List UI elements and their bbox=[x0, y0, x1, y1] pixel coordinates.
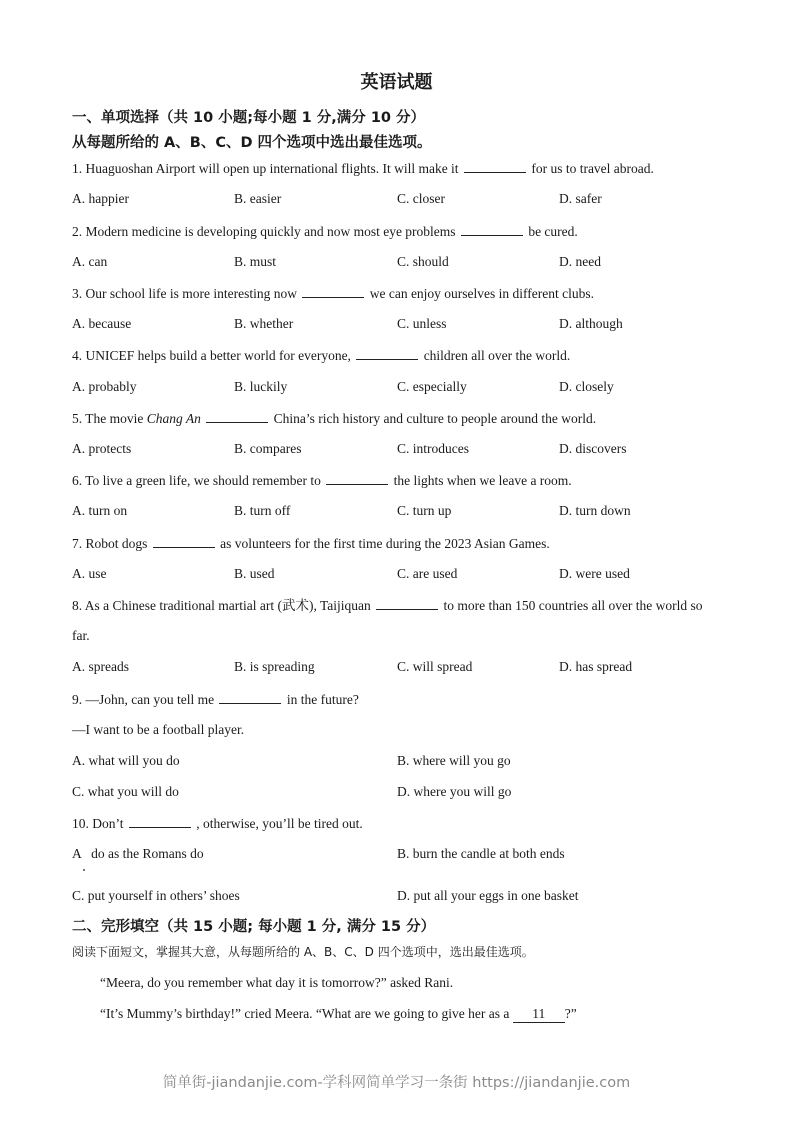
question-8: 8. As a Chinese traditional martial art (武术), Taijiquan to more than 150 countries all over the world so bbox=[72, 598, 703, 613]
option-d: D. closely bbox=[559, 379, 614, 394]
passage-paragraph-2: “It’s Mummy’s birthday!” cried Meera. “What are we going to give her as a 11 ?” bbox=[100, 1006, 577, 1021]
option-a: A do as the Romans do bbox=[72, 846, 204, 861]
question-6-options bbox=[72, 503, 732, 519]
option-b: B. is spreading bbox=[234, 659, 315, 674]
question-4-options bbox=[72, 379, 732, 395]
answer-blank bbox=[461, 223, 523, 236]
option-a: A. what will you do bbox=[72, 753, 180, 768]
question-9-reply: —I want to be a football player. bbox=[72, 722, 245, 737]
option-a: A. can bbox=[72, 254, 108, 269]
question-2-options bbox=[72, 254, 732, 270]
section2-heading: 二、完形填空（共 15 小题; 每小题 1 分, 满分 15 分） bbox=[72, 919, 436, 935]
option-b: B. where will you go bbox=[397, 753, 511, 768]
watermark-footer: 简单街-jiandanjie.com-学科网简单学习一条街 https://jiandanjie.com bbox=[162, 1075, 631, 1091]
question-7: 7. Robot dogs as volunteers for the first time during the 2023 Asian Games. bbox=[72, 536, 550, 551]
question-5: 5. The movie Chang An China’s rich history and culture to people around the world. bbox=[72, 411, 597, 426]
answer-blank bbox=[302, 285, 364, 298]
option-c: C. unless bbox=[397, 316, 447, 331]
page-title: 英语试题 bbox=[360, 72, 433, 93]
option-b: B. easier bbox=[234, 191, 282, 206]
option-c: C. especially bbox=[397, 379, 467, 394]
answer-blank bbox=[219, 691, 281, 704]
answer-blank bbox=[129, 815, 191, 828]
option-b: B. burn the candle at both ends bbox=[397, 846, 565, 861]
question-9: 9. —John, can you tell me in the future? bbox=[72, 692, 359, 707]
section2-instruction: 阅读下面短文，掌握其大意，从每题所给的 A、B、C、D 四个选项中，选出最佳选项。 bbox=[72, 945, 534, 959]
question-5-options bbox=[72, 441, 732, 457]
option-d: D. need bbox=[559, 254, 601, 269]
option-d: D. although bbox=[559, 316, 623, 331]
option-a: A. because bbox=[72, 316, 132, 331]
option-b: B. whether bbox=[234, 316, 294, 331]
question-3-options bbox=[72, 316, 732, 332]
answer-blank bbox=[206, 410, 268, 423]
question-1: 1. Huaguoshan Airport will open up international flights. It will make it for us to travel abroad. bbox=[72, 161, 654, 176]
section1-heading: 一、单项选择（共 10 小题;每小题 1 分,满分 10 分） bbox=[72, 110, 426, 126]
question-10-options-row2 bbox=[72, 888, 732, 904]
option-c: C. will spread bbox=[397, 659, 473, 674]
passage-paragraph-1: “Meera, do you remember what day it is tomorrow?” asked Rani. bbox=[100, 975, 454, 990]
question-9-options-row1 bbox=[72, 753, 732, 769]
option-d: D. has spread bbox=[559, 659, 633, 674]
option-d: D. turn down bbox=[559, 503, 631, 518]
option-b: B. luckily bbox=[234, 379, 288, 394]
option-a: A. use bbox=[72, 566, 107, 581]
option-a: A. protects bbox=[72, 441, 132, 456]
question-6: 6. To live a green life, we should remember to the lights when we leave a room. bbox=[72, 473, 572, 488]
option-c: C. are used bbox=[397, 566, 458, 581]
question-10-options-row1 bbox=[72, 846, 732, 862]
option-c: C. closer bbox=[397, 191, 445, 206]
option-d: D. put all your eggs in one basket bbox=[397, 888, 579, 903]
option-a: A. turn on bbox=[72, 503, 128, 518]
option-d: D. safer bbox=[559, 191, 602, 206]
answer-blank bbox=[464, 160, 526, 173]
option-c: C. introduces bbox=[397, 441, 469, 456]
answer-blank bbox=[356, 347, 418, 360]
answer-blank bbox=[153, 535, 215, 548]
option-a: A. probably bbox=[72, 379, 137, 394]
stray-mark bbox=[83, 869, 85, 871]
section1-instruction: 从每题所给的 A、B、C、D 四个选项中选出最佳选项。 bbox=[72, 135, 432, 151]
question-8-options bbox=[72, 659, 732, 675]
question-4: 4. UNICEF helps build a better world for everyone, children all over the world. bbox=[72, 348, 571, 363]
option-b: B. turn off bbox=[234, 503, 291, 518]
answer-blank bbox=[326, 472, 388, 485]
option-d: D. were used bbox=[559, 566, 630, 581]
option-a: A. spreads bbox=[72, 659, 129, 674]
option-c: C. put yourself in others’ shoes bbox=[72, 888, 240, 903]
option-d: D. discovers bbox=[559, 441, 627, 456]
option-a: A. happier bbox=[72, 191, 129, 206]
option-c: C. turn up bbox=[397, 503, 452, 518]
option-b: B. compares bbox=[234, 441, 302, 456]
option-d: D. where you will go bbox=[397, 784, 512, 799]
answer-blank bbox=[376, 597, 438, 610]
question-1-options bbox=[72, 191, 732, 207]
question-8-continued: far. bbox=[72, 628, 90, 643]
question-9-options-row2 bbox=[72, 784, 732, 800]
question-2: 2. Modern medicine is developing quickly and now most eye problems be cured. bbox=[72, 224, 578, 239]
option-c: C. should bbox=[397, 254, 449, 269]
option-b: B. used bbox=[234, 566, 275, 581]
option-c: C. what you will do bbox=[72, 784, 179, 799]
question-3: 3. Our school life is more interesting now we can enjoy ourselves in different clubs. bbox=[72, 286, 595, 301]
cloze-blank-11: 11 bbox=[513, 1006, 565, 1023]
movie-title: Chang An bbox=[146, 411, 201, 426]
question-10: 10. Don’t , otherwise, you’ll be tired out. bbox=[72, 816, 363, 831]
question-7-options bbox=[72, 566, 732, 582]
option-b: B. must bbox=[234, 254, 277, 269]
